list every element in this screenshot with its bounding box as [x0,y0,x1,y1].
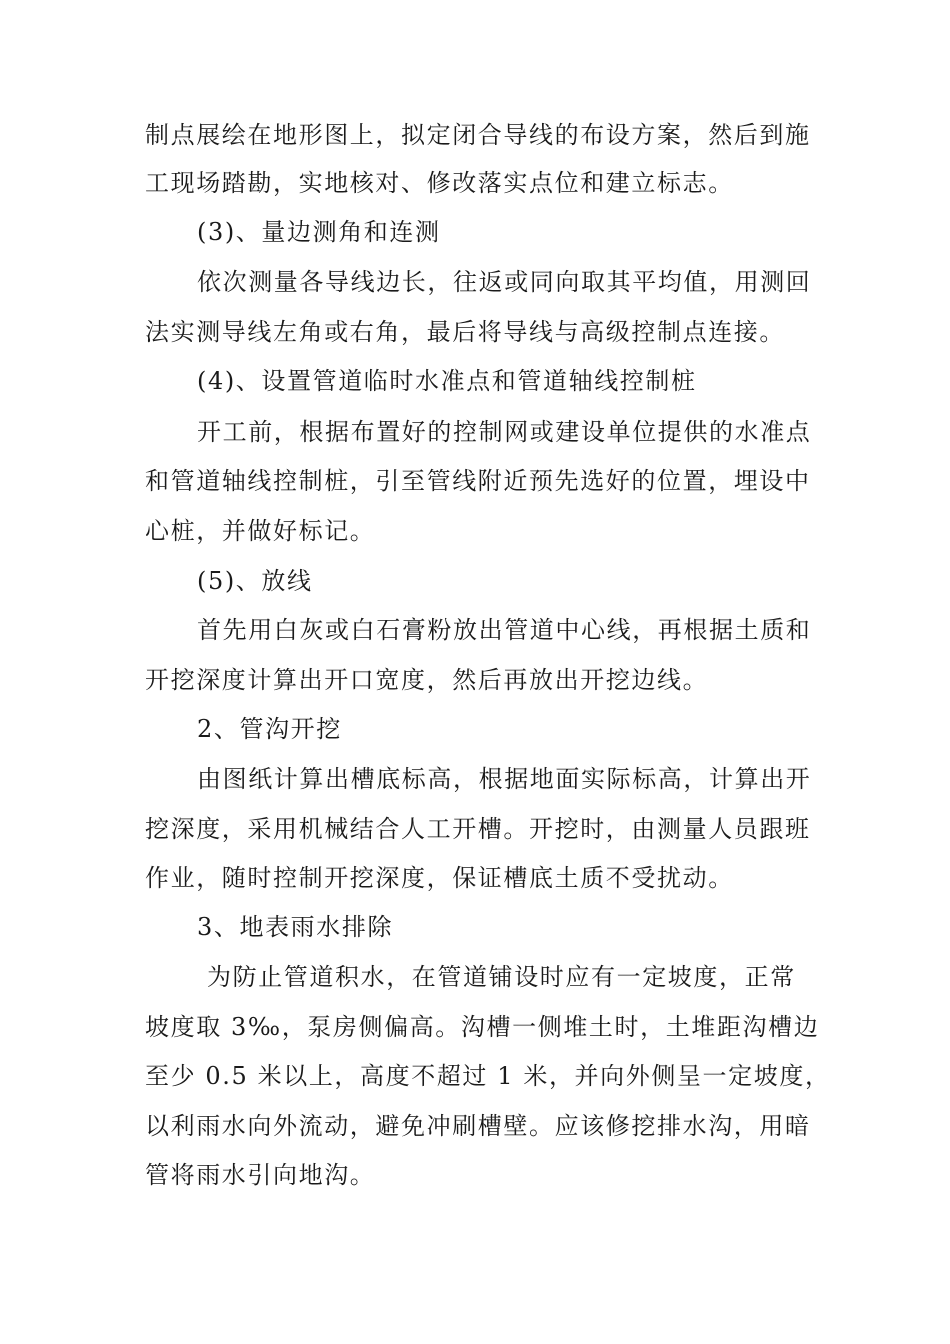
body-text-line: 作业，随时控制开挖深度，保证槽底土质不受扰动。 [145,864,734,892]
body-text-line: 首先用白灰或白石膏粉放出管道中心线，再根据土质和 [197,616,812,644]
body-text-line: 至少 0.5 米以上，高度不超过 1 米，并向外侧呈一定坡度， [145,1062,831,1090]
section-heading: (3)、量边测角和连测 [197,218,441,246]
body-text-line: 制点展绘在地形图上，拟定闭合导线的布设方案，然后到施 [145,121,811,149]
body-text-line: 由图纸计算出槽底标高，根据地面实际标高，计算出开 [197,765,812,793]
body-text-line: 管将雨水引向地沟。 [145,1161,376,1189]
section-heading: 3、地表雨水排除 [197,913,394,941]
section-heading: 2、管沟开挖 [197,715,342,743]
body-text-line: 挖深度，采用机械结合人工开槽。开挖时，由测量人员跟班 [145,815,811,843]
body-text-line: 工现场踏勘，实地核对、修改落实点位和建立标志。 [145,169,734,197]
body-text-line: 和管道轴线控制桩，引至管线附近预先选好的位置，埋设中 [145,467,811,495]
section-heading: (5)、放线 [197,567,313,595]
body-text-line: 开工前，根据布置好的控制网或建设单位提供的水准点 [197,418,812,446]
body-text-line: 依次测量各导线边长，往返或同向取其平均值，用测回 [197,268,812,296]
body-text-line: 心桩，并做好标记。 [145,517,376,545]
body-text-line: 坡度取 3‰，泵房侧偏高。沟槽一侧堆土时，土堆距沟槽边 [145,1013,820,1041]
body-text-line: 开挖深度计算出开口宽度，然后再放出开挖边线。 [145,666,709,694]
section-heading: (4)、设置管道临时水准点和管道轴线控制桩 [197,367,697,395]
body-text-line: 法实测导线左角或右角，最后将导线与高级控制点连接。 [145,318,785,346]
body-text-line: 为防止管道积水，在管道铺设时应有一定坡度，正常 [207,963,796,991]
body-text-line: 以利雨水向外流动，避免冲刷槽壁。应该修挖排水沟，用暗 [145,1112,811,1140]
